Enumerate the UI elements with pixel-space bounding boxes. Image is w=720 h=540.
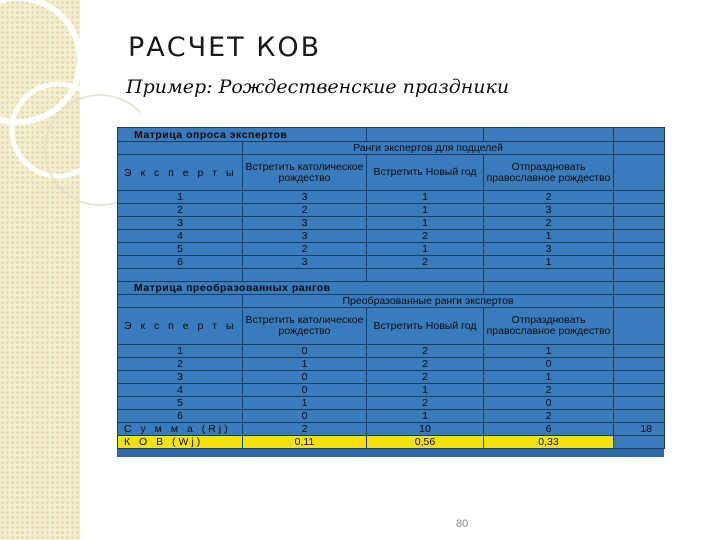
- rank-cell: 0: [243, 345, 367, 358]
- page-number: 80: [456, 518, 469, 530]
- rank-cell: 3: [484, 243, 614, 256]
- table-row: [118, 217, 665, 230]
- table1-heading-row: [118, 128, 665, 142]
- rank-cell: 0: [243, 371, 367, 384]
- expert-cell: 5: [118, 397, 243, 410]
- rank-cell: 3: [243, 256, 367, 269]
- table-row: [118, 256, 665, 269]
- rank-cell: 1: [367, 410, 484, 423]
- rank-cell: 2: [484, 191, 614, 204]
- expert-cell: 2: [118, 358, 243, 371]
- rank-cell: 2: [243, 204, 367, 217]
- table1-group-row: [118, 142, 665, 155]
- table2-col-header: Отпраздновать православное рождество: [484, 308, 614, 345]
- table1-column-header-row: [118, 155, 665, 191]
- rank-cell: 2: [484, 410, 614, 423]
- rank-cell: 2: [367, 371, 484, 384]
- table-row: [118, 230, 665, 243]
- rank-cell: 2: [367, 345, 484, 358]
- rank-cell: 1: [367, 191, 484, 204]
- table-row: [118, 371, 665, 384]
- rank-cell: 0: [484, 397, 614, 410]
- rank-cell: 1: [484, 345, 614, 358]
- sum-total: 18: [614, 423, 665, 436]
- expert-cell: 1: [118, 191, 243, 204]
- table-row: [118, 204, 665, 217]
- rank-cell: 1: [367, 217, 484, 230]
- table2-heading-row: [118, 282, 665, 295]
- kov-cell: 0,56: [367, 436, 484, 449]
- sum-cell: 6: [484, 423, 614, 436]
- slide-title: РАСЧЕТ КОВ: [128, 32, 322, 63]
- rank-cell: 3: [243, 217, 367, 230]
- rank-cell: 0: [484, 358, 614, 371]
- rank-cell: 1: [243, 358, 367, 371]
- kov-cell: 0,33: [484, 436, 614, 449]
- table2-column-header-row: [118, 308, 665, 345]
- table2-experts-label: Э к с п е р т ы: [118, 308, 243, 345]
- table1-col-header: Встретить Новый год: [367, 155, 484, 191]
- rank-cell: 2: [367, 358, 484, 371]
- rank-cell: 2: [367, 256, 484, 269]
- rank-cell: 2: [484, 384, 614, 397]
- ranking-table: [117, 127, 665, 449]
- sum-cell: 10: [367, 423, 484, 436]
- table2-heading: Матрица преобразованных рангов: [118, 282, 484, 295]
- table1-heading: Матрица опроса экспертов: [118, 128, 367, 142]
- sum-cell: 2: [243, 423, 367, 436]
- rank-cell: 1: [484, 230, 614, 243]
- table-row: [118, 243, 665, 256]
- table1-col-header: Встретить католическое рождество: [243, 155, 367, 191]
- expert-cell: 5: [118, 243, 243, 256]
- table1-col-header: Отпраздновать православное рождество: [484, 155, 614, 191]
- rank-cell: 2: [367, 397, 484, 410]
- table1-group-label: Ранги экспертов для подцелей: [243, 142, 614, 155]
- table2-col-header: Встретить Новый год: [367, 308, 484, 345]
- table-row: [118, 410, 665, 423]
- sum-row: [118, 423, 665, 436]
- kov-row: [118, 436, 665, 449]
- rank-cell: 0: [243, 410, 367, 423]
- table-row: [118, 384, 665, 397]
- table-row: [118, 191, 665, 204]
- kov-label: К О В (Wj): [118, 436, 243, 449]
- table2-group-row: [118, 295, 665, 308]
- expert-cell: 4: [118, 384, 243, 397]
- rank-cell: 2: [243, 243, 367, 256]
- table1-experts-label: Э к с п е р т ы: [118, 155, 243, 191]
- kov-cell: 0,11: [243, 436, 367, 449]
- table2-col-header: Встретить католическое рождество: [243, 308, 367, 345]
- table-row: [118, 358, 665, 371]
- rank-cell: 1: [243, 397, 367, 410]
- table-row: [118, 345, 665, 358]
- rank-cell: 3: [484, 204, 614, 217]
- expert-cell: 2: [118, 204, 243, 217]
- expert-cell: 3: [118, 371, 243, 384]
- expert-cell: 6: [118, 410, 243, 423]
- table2-group-label: Преобразованные ранги экспертов: [243, 295, 614, 308]
- rank-cell: 1: [367, 243, 484, 256]
- rank-cell: 3: [243, 191, 367, 204]
- spreadsheet: [117, 127, 664, 457]
- rank-cell: 2: [367, 230, 484, 243]
- rank-cell: 2: [484, 217, 614, 230]
- rank-cell: 1: [484, 371, 614, 384]
- slide-subtitle: Пример: Рождественские праздники: [126, 76, 510, 98]
- table-row: [118, 397, 665, 410]
- expert-cell: 3: [118, 217, 243, 230]
- rank-cell: 3: [243, 230, 367, 243]
- expert-cell: 4: [118, 230, 243, 243]
- spacer-row: [118, 269, 665, 282]
- rank-cell: 0: [243, 384, 367, 397]
- expert-cell: 6: [118, 256, 243, 269]
- rank-cell: 1: [484, 256, 614, 269]
- expert-cell: 1: [118, 345, 243, 358]
- rank-cell: 1: [367, 384, 484, 397]
- sum-label: С у м м а (Rj): [118, 423, 243, 436]
- rank-cell: 1: [367, 204, 484, 217]
